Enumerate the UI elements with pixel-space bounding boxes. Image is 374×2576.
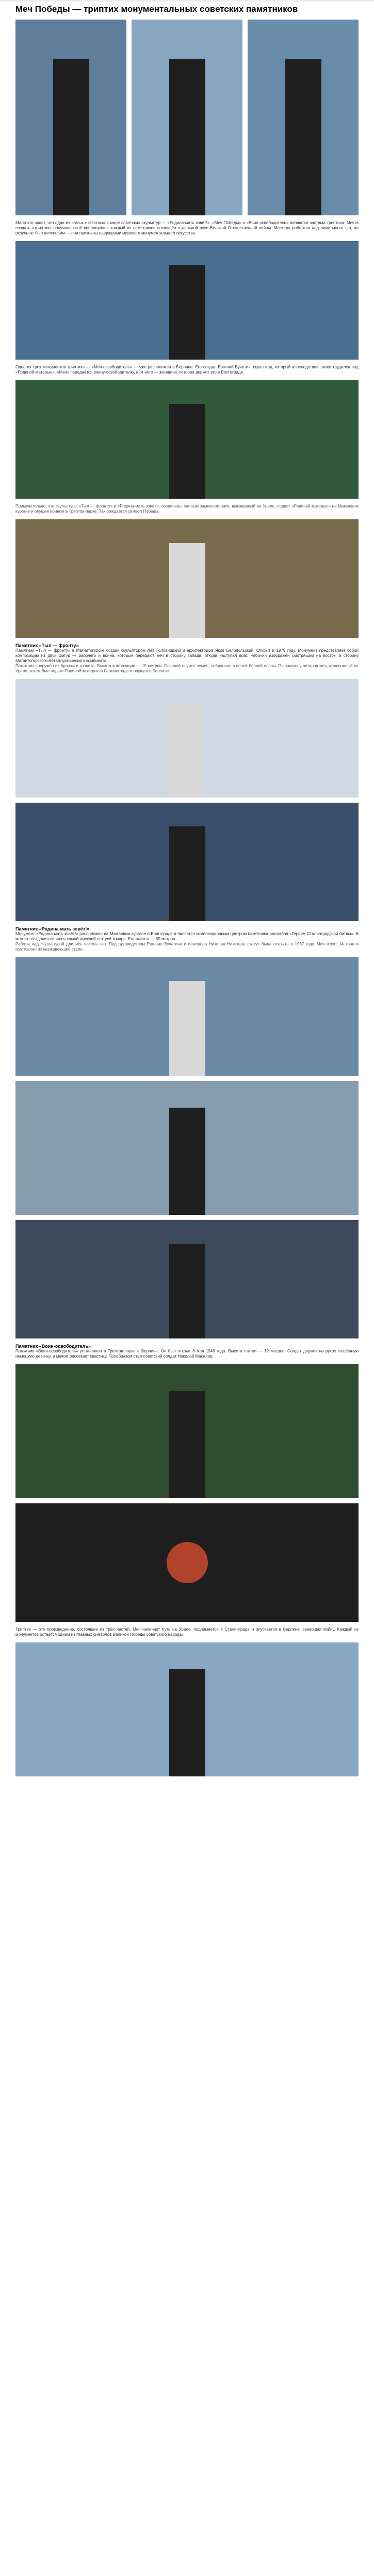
statue-silhouette-1 — [169, 265, 205, 360]
hero-photo-left — [15, 20, 126, 215]
caption-liberator: Памятник «Воин-освободитель» — [15, 1344, 91, 1349]
paragraph-liberator: Памятник «Воин-освободитель» установлен в Трептов-парке в Берлине. Он был открыт 8 мая 1949 года. Высота статуи — 12 метров. Солдат держит на руках спасённую немецкую девочку, а мечом рассекает свастику. Прообразом стал советский солдат Николай Масалов. — [15, 1349, 359, 1359]
paragraph-final: Триптих — это произведение, состоящее из трёх частей. Меч начинает путь на Урале, поднимается в Сталинграде и опускается в Берлине, завершая войну. Каждый из монументов остаётся одним из главных символов Великой Победы советского народа. — [15, 1627, 359, 1637]
statue-photo-8 — [15, 1220, 359, 1338]
statue-photo-2 — [15, 380, 359, 499]
statue-silhouette-5 — [169, 826, 205, 921]
paragraph-three: Примечательно, что скульптуры «Тыл — фронту» и «Родина-мать зовёт!» соединены единым замыслом: меч, выкованный на Урале, поднят «Родиной-матерью» на Мамаевом кургане и опущен воином в Трептов-парке. Так рождается символ Победы. — [15, 504, 359, 514]
statue-silhouette-center — [169, 59, 205, 215]
paragraph-motherland: Монумент «Родина-мать зовёт!» расположен на Мамаевом кургане в Волгограде и является композиционным центром памятника-ансамбля «Героям Сталинградской битвы». В момент создания являлся самой высокой статуей в мире. Его высота — 85 метров. — [15, 931, 359, 941]
statue-silhouette-8 — [169, 1244, 205, 1338]
paragraph-rear-two: Памятник сооружён из бронзы и гранита. Высота композиции — 15 метров. Основой служит земля, собранная с полей боевой славы. По замыслу авторов меч, выкованный на Урале, затем был поднят Родиной-матерью в Сталинграде и опущен в Берлине. — [15, 664, 359, 673]
statue-silhouette-6 — [169, 981, 205, 1076]
hero-photo-right — [248, 20, 359, 215]
statue-silhouette-9 — [169, 1391, 205, 1498]
paragraph-rear: Памятник «Тыл — фронту» в Магнитогорске создан скульптором Лев Головницкий и архитектором Яков Белопольский. Открыт в 1979 году. Монумент представляет собой композицию из двух фигур — рабочего и воина, которые передают меч в сторону запада, откуда наступал враг. Рабочий изображён смотрящим на восток, в сторону Магнитогорского металлургического комбината. — [15, 648, 359, 663]
paragraph-two: Одно из трех монументов триптиха — «Меч-освободитель» — уже расположен в Берлине. Его создал Евгений Вучетич, скульптор, который впоследствии также трудился над «Родиной-матерью». «Меч» передаётся воину-освободителю, а от него — женщине, которая держит его в Волгограде. — [15, 365, 359, 375]
statue-photo-7 — [15, 1081, 359, 1215]
statue-silhouette-left — [53, 59, 89, 215]
statue-silhouette-right — [285, 59, 321, 215]
statue-silhouette-7 — [169, 1108, 205, 1215]
hero-photo-center — [132, 20, 242, 215]
statue-photo-9 — [15, 1364, 359, 1498]
statue-photo-1 — [15, 241, 359, 360]
statue-silhouette-10 — [169, 1669, 205, 1776]
caption-rear-front: Памятник «Тыл — фронту» — [15, 643, 79, 648]
paragraph-motherland-two: Работы над скульптурой длились восемь лет. Под руководством Евгения Вучетича и инженера Николая Никитина статуя была открыта в 1967 году. Меч весит 14 тонн и изготовлен из нержавеющей стали. — [15, 942, 359, 952]
hero-photo-row — [15, 20, 359, 215]
statue-silhouette-3 — [169, 543, 205, 638]
top-bar — [0, 0, 374, 2]
statue-photo-4 — [15, 679, 359, 798]
caption-motherland: Памятник «Родина-мать зовёт!» — [15, 926, 90, 931]
statue-photo-5 — [15, 803, 359, 921]
intro-paragraph: Мало кто знает, что одни из самых известных в мире советских скульптур — «Родина-мать зовёт!», «Меч Победы» и «Воин-освободитель» являются частями триптиха. Мечта создать «триптих» получила своё воплощение; каждый из памятников посвящён отдельной вехе Великой Отечественной войны. Мастера работали над ними много лет, но результат был неоспорим — они признаны шедеврами мирового монументального искусства. — [15, 221, 359, 235]
page-title: Меч Победы — триптих монументальных советских памятников — [15, 4, 298, 14]
red-star-icon — [167, 1542, 208, 1583]
statue-silhouette-4 — [169, 703, 205, 798]
statue-photo-10 — [15, 1642, 359, 1776]
statue-photo-6 — [15, 957, 359, 1076]
statue-photo-3 — [15, 519, 359, 638]
statue-silhouette-2 — [169, 404, 205, 499]
star-medallion-photo — [15, 1503, 359, 1622]
